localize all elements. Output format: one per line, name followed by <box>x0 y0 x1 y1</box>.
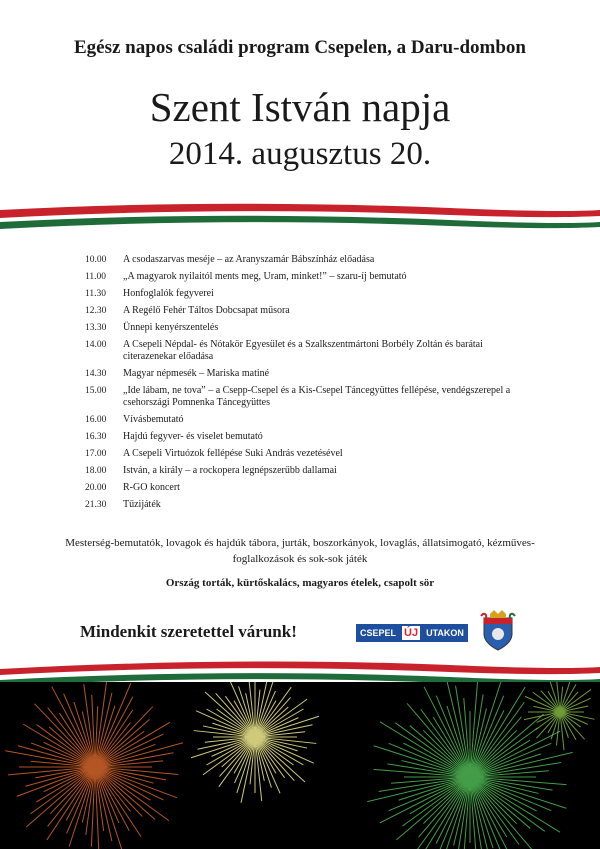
program-time: 11.00 <box>85 272 107 282</box>
program-description: „Ide lábam, ne tova” – a Csepp-Csepel és a Kis-Csepel Táncegyüttes fellépése, vendégszerepel a csehországi Pomnenka Táncegyüttes <box>123 385 511 408</box>
program-time: 14.30 <box>85 369 107 379</box>
program-row <box>85 482 525 494</box>
program-row <box>85 271 525 283</box>
program-description: „A magyarok nyilaitól ments meg, Uram, minket!” – szaru-íj bemutató <box>123 271 407 282</box>
program-description: A csodaszarvas meséje – az Aranyszamár Bábszínház előadása <box>123 254 375 265</box>
program-row <box>85 305 525 317</box>
program-description: A Regélő Fehér Táltos Dobcsapat műsora <box>123 305 290 316</box>
program-row <box>85 322 525 334</box>
program-row <box>85 368 525 380</box>
program-list <box>85 254 525 516</box>
program-time: 21.30 <box>85 500 107 510</box>
program-description: Tűzijáték <box>123 499 161 510</box>
program-row <box>85 254 525 266</box>
tricolor-wave-top <box>0 200 600 244</box>
fireworks-image <box>0 682 600 849</box>
program-time: 20.00 <box>85 483 107 493</box>
program-description: Hajdú fegyver- és viselet bemutató <box>123 431 263 442</box>
program-time: 10.00 <box>85 255 107 265</box>
logo-right: UTAKON <box>422 624 468 642</box>
program-description: A Csepeli Népdal- és Nótakör Egyesület és a Szalkszentmártoni Borbély Zoltán és barátai citerazenekar előadása <box>123 339 483 362</box>
event-subtitle: Egész napos családi program Csepelen, a Daru-dombon <box>74 37 526 58</box>
program-description: Magyar népmesék – Mariska matiné <box>123 368 270 379</box>
logo-left: CSEPEL <box>356 624 400 642</box>
program-time: 12.30 <box>85 306 107 316</box>
program-row <box>85 288 525 300</box>
program-description: Vívásbemutató <box>123 414 184 425</box>
program-time: 16.30 <box>85 432 107 442</box>
program-description: A Csepeli Virtuózok fellépése Suki András vezetésével <box>123 448 343 459</box>
program-row <box>85 385 525 409</box>
csepel-coat-of-arms-icon <box>478 608 518 652</box>
program-row <box>85 431 525 443</box>
program-description: Ünnepi kenyérszentelés <box>123 322 219 333</box>
csepel-uj-utakon-logo <box>356 624 468 642</box>
program-row <box>85 499 525 511</box>
program-row <box>85 465 525 477</box>
program-time: 11.30 <box>85 289 107 299</box>
program-row <box>85 339 525 363</box>
program-time: 18.00 <box>85 466 107 476</box>
page-title: Szent István napja <box>149 84 451 130</box>
program-time: 15.00 <box>85 386 107 396</box>
program-row <box>85 414 525 426</box>
program-time: 14.00 <box>85 340 107 350</box>
program-description: István, a király – a rockopera legnépszerűbb dallamai <box>123 465 337 476</box>
program-row <box>85 448 525 460</box>
program-description: Honfoglalók fegyverei <box>123 288 214 299</box>
activities-text: Mesterség-bemutatók, lovagok és hajdúk tábora, jurták, boszorkányok, lovaglás, állatsimogató, kézműves-foglalkozások és sok-sok játék <box>65 537 535 565</box>
event-date: 2014. augusztus 20. <box>168 136 432 172</box>
program-time: 17.00 <box>85 449 107 459</box>
program-time: 13.30 <box>85 323 107 333</box>
program-time: 16.00 <box>85 415 107 425</box>
program-description: R-GO koncert <box>123 482 180 493</box>
food-text: Ország torták, kürtőskalács, magyaros ételek, csapolt sör <box>165 577 435 589</box>
welcome-text: Mindenkit szeretettel várunk! <box>80 622 297 641</box>
logo-mid: ÚJ <box>400 624 422 642</box>
